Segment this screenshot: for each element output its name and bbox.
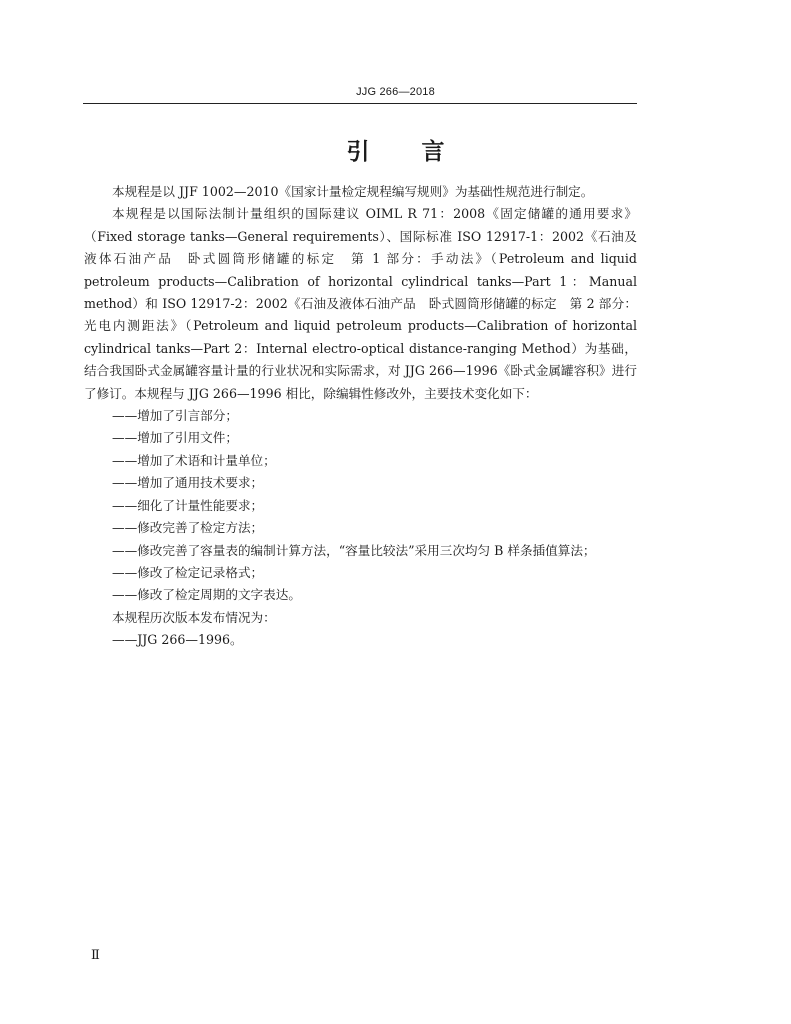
page-title — [0, 133, 791, 166]
change-item: ——增加了引言部分； — [112, 408, 238, 424]
title-char-1: 引 — [346, 139, 370, 165]
change-item: ——增加了通用技术要求； — [112, 475, 264, 491]
running-header: JJG 266—2018 — [356, 86, 435, 98]
change-item: ——细化了计量性能要求； — [112, 497, 264, 513]
change-item: ——修改完善了检定方法； — [112, 520, 264, 536]
page-number: Ⅱ — [91, 948, 100, 963]
history-intro: 本规程历次版本发布情况为： — [112, 609, 276, 625]
title-char-2: 言 — [421, 139, 445, 165]
change-item: ——修改了检定记录格式； — [112, 564, 264, 580]
paragraph-references: 本规程是以国际法制计量组织的国际建议 OIML R 71：2008《固定储罐的通用要求》（Fixed storage tanks—General requirements）、国际标准 ISO 12917-1：2002《石油及液体石油产品 卧式圆筒形储罐的标定 第 1 部分：手动法》（Petroleum and liquid petroleum products—Calibration of horizontal cylindrical tanks—Part 1：Manual method）和 ISO 12917-2：2002《石油及液体石油产品 卧式圆筒形储罐的标定 第 2 部分：光电内测距法》（Petroleum and liquid petroleum products—Calibration of horizontal cylindrical tanks—Part 2：Internal electro-optical distance-ranging Method）为基础，结合我国卧式金属罐容量计量的行业状况和实际需求，对 JJG 266—1996《卧式金属罐容积》进行了修订。本规程与 JJG 266—1996 相比，除编辑性修改外，主要技术变化如下： — [84, 206, 637, 401]
history-item: ——JJG 266—1996。 — [112, 632, 243, 648]
change-item: ——修改完善了容量表的编制计算方法，“容量比较法”采用三次均匀 B 样条插值算法； — [112, 542, 596, 558]
paragraph-basis: 本规程是以 JJF 1002—2010《国家计量检定规程编写规则》为基础性规范进行制定。 — [112, 184, 594, 199]
change-item: ——修改了检定周期的文字表达。 — [112, 587, 301, 603]
header-rule — [83, 103, 637, 104]
change-item: ——增加了术语和计量单位； — [112, 452, 276, 468]
document-body — [84, 181, 637, 652]
change-item: ——增加了引用文件； — [112, 430, 238, 446]
